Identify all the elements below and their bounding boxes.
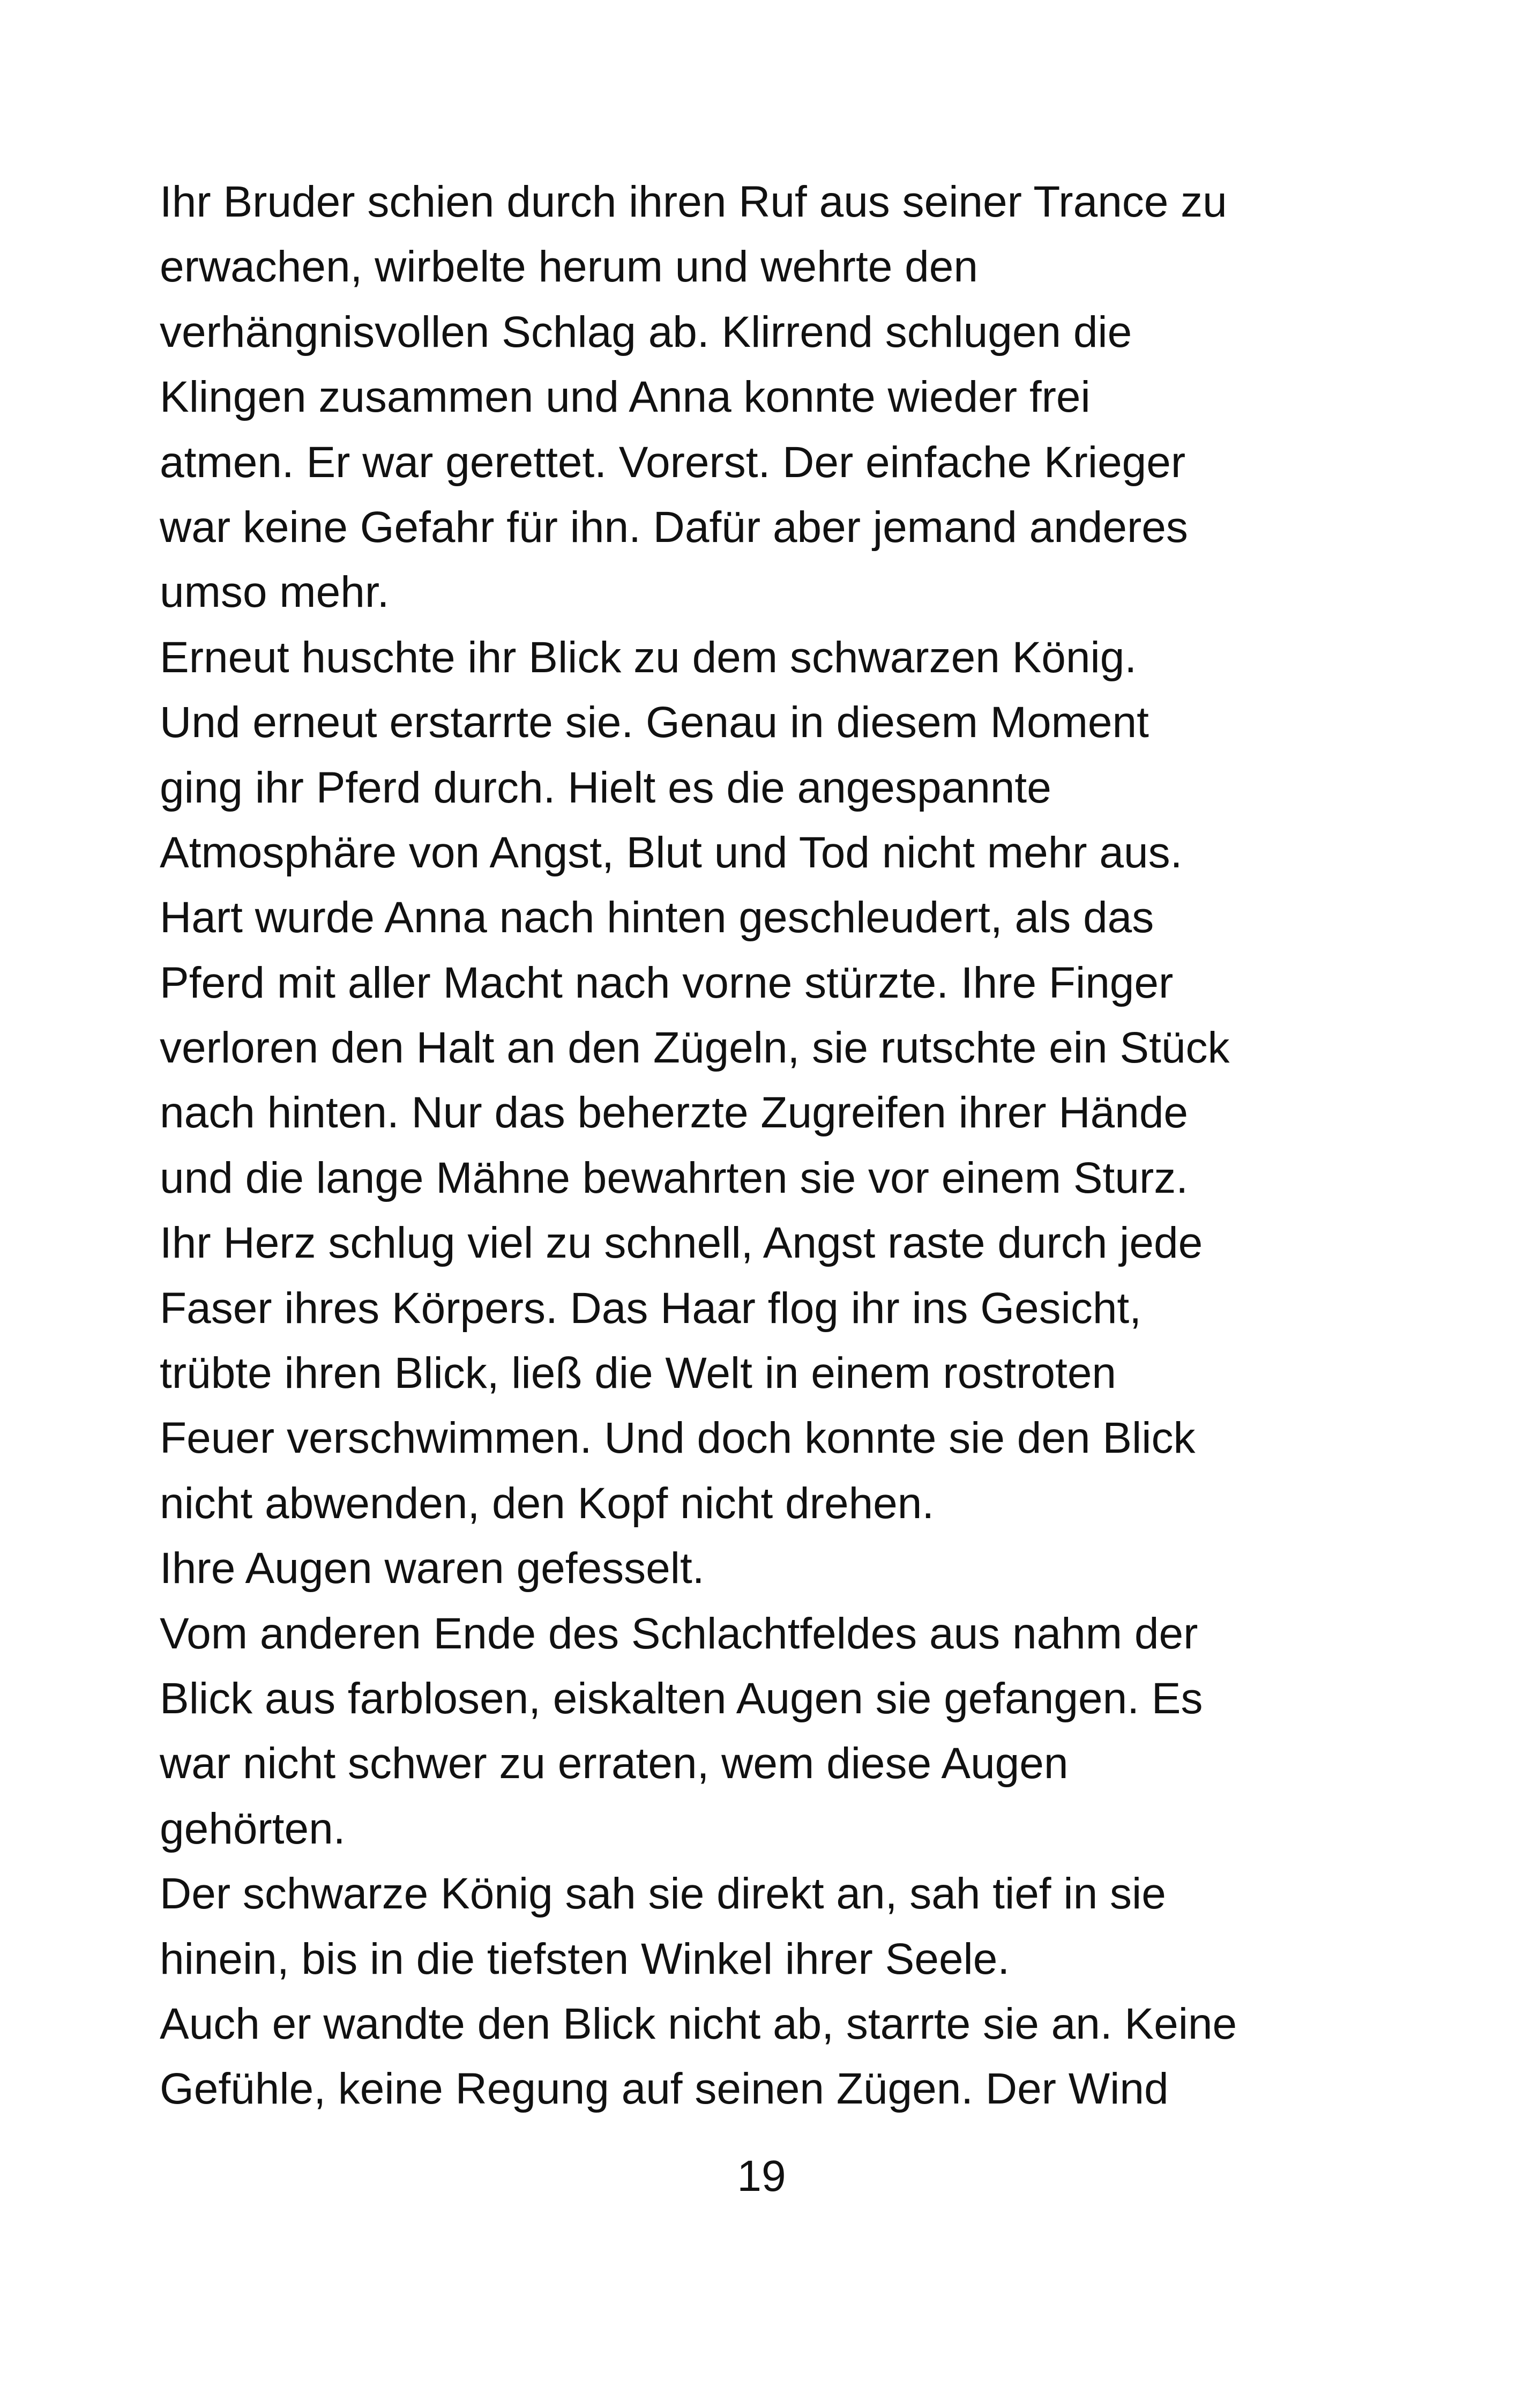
text-line: trübte ihren Blick, ließ die Welt in einem rostroten: [160, 1349, 1117, 1398]
page-number: 19: [737, 2152, 786, 2201]
text-line: hinein, bis in die tiefsten Winkel ihrer Seele.: [160, 1934, 1010, 1983]
text-line: Ihr Bruder schien durch ihren Ruf aus seiner Trance zu: [160, 177, 1227, 226]
text-line: war nicht schwer zu erraten, wem diese Augen: [160, 1739, 1069, 1788]
text-line: Vom anderen Ende des Schlachtfeldes aus nahm der: [160, 1609, 1198, 1658]
text-line: war keine Gefahr für ihn. Dafür aber jemand anderes: [160, 502, 1188, 552]
text-line: Ihr Herz schlug viel zu schnell, Angst raste durch jede: [160, 1218, 1203, 1268]
text-line: Klingen zusammen und Anna konnte wieder frei: [160, 373, 1091, 422]
text-line: gehörten.: [160, 1804, 346, 1853]
text-line: Ihre Augen waren gefesselt.: [160, 1544, 705, 1593]
text-line: verloren den Halt an den Zügeln, sie rutschte ein Stück: [160, 1023, 1230, 1073]
text-line: Faser ihres Körpers. Das Haar flog ihr ins Gesicht,: [160, 1283, 1141, 1333]
text-line: Atmosphäre von Angst, Blut und Tod nicht mehr aus.: [160, 828, 1183, 877]
text-line: umso mehr.: [160, 568, 390, 617]
text-line: Pferd mit aller Macht nach vorne stürzte. Ihre Finger: [160, 958, 1174, 1007]
text-line: Und erneut erstarrte sie. Genau in diesem Moment: [160, 698, 1149, 747]
text-line: nach hinten. Nur das beherzte Zugreifen ihrer Hände: [160, 1088, 1189, 1138]
text-line: ging ihr Pferd durch. Hielt es die angespannte: [160, 763, 1051, 812]
text-line: Der schwarze König sah sie direkt an, sah tief in sie: [160, 1869, 1166, 1919]
text-line: erwachen, wirbelte herum und wehrte den: [160, 242, 978, 292]
text-line: und die lange Mähne bewahrten sie vor einem Sturz.: [160, 1153, 1189, 1202]
text-line: Erneut huschte ihr Blick zu dem schwarzen König.: [160, 633, 1137, 682]
text-line: Feuer verschwimmen. Und doch konnte sie den Blick: [160, 1414, 1196, 1463]
text-line: Gefühle, keine Regung auf seinen Zügen. Der Wind: [160, 2064, 1169, 2114]
text-line: Hart wurde Anna nach hinten geschleudert, als das: [160, 893, 1154, 942]
text-line: nicht abwenden, den Kopf nicht drehen.: [160, 1478, 935, 1528]
body-text: [160, 169, 1392, 2122]
text-line: Auch er wandte den Blick nicht ab, starrte sie an. Keine: [160, 1999, 1237, 2048]
text-line: Blick aus farblosen, eiskalten Augen sie gefangen. Es: [160, 1674, 1203, 1723]
text-line: atmen. Er war gerettet. Vorerst. Der einfache Krieger: [160, 437, 1186, 487]
text-line: verhängnisvollen Schlag ab. Klirrend schlugen die: [160, 307, 1132, 356]
